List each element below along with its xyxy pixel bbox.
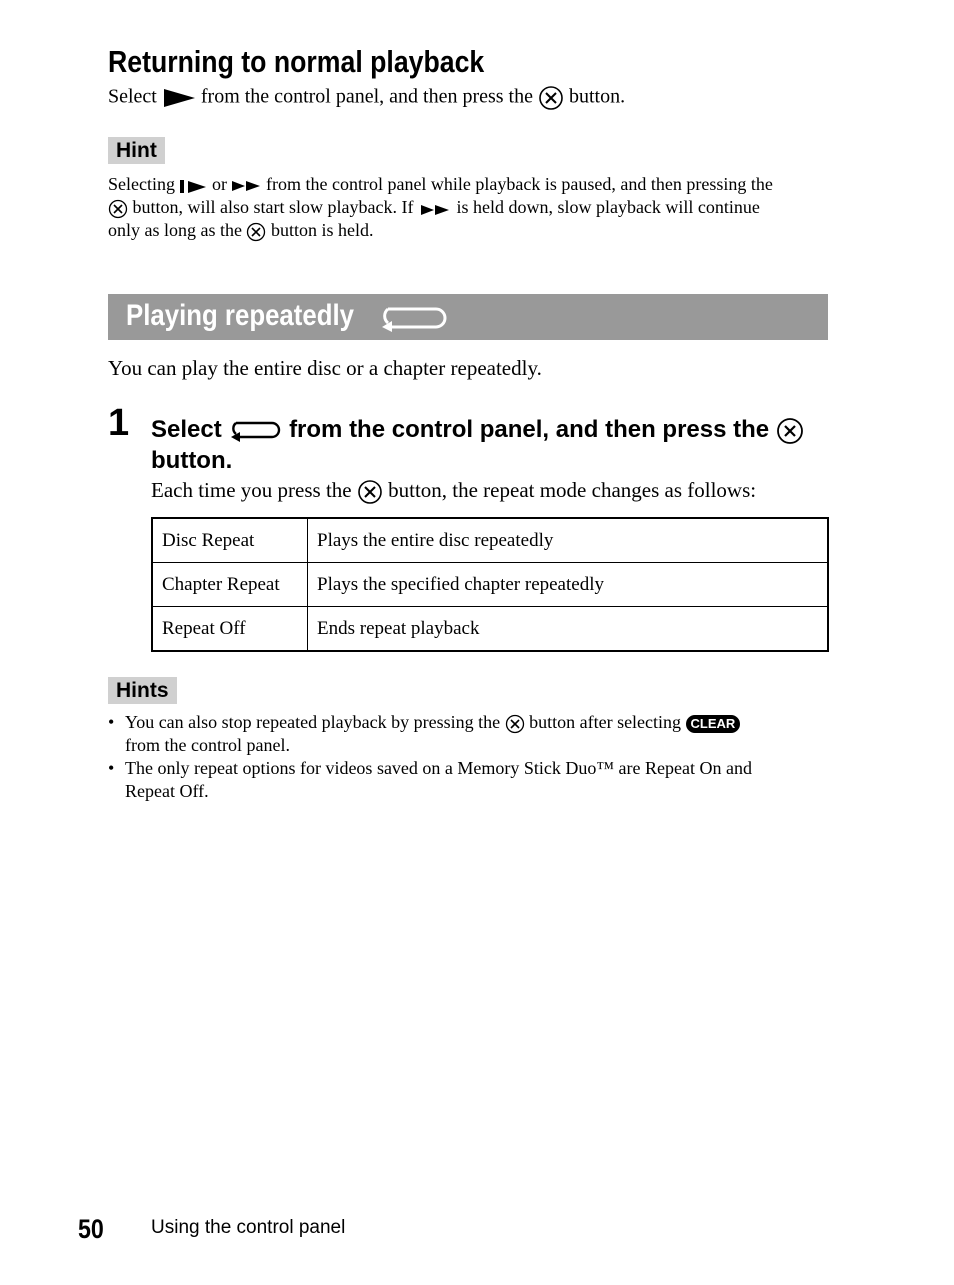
normal-playback-instruction xyxy=(108,85,625,111)
hint-text-4: button, will also start slow playback. If xyxy=(132,197,414,217)
repeat-mode-cell: Disc Repeat xyxy=(152,518,308,563)
clear-badge: CLEAR xyxy=(686,715,741,733)
section-banner-playing-repeatedly xyxy=(108,294,828,340)
repeat-description-cell: Plays the entire disc repeatedly xyxy=(308,518,829,563)
list-item xyxy=(108,757,828,803)
hint-item1-text-1: You can also stop repeated playback by pressing the xyxy=(125,712,501,732)
step-desc-text-2: button, the repeat mode changes as follows: xyxy=(388,478,757,502)
repeat-mode-cell: Chapter Repeat xyxy=(152,563,308,607)
hint-text-2: or xyxy=(211,174,227,194)
table-row xyxy=(152,518,828,563)
hint-paragraph xyxy=(108,173,828,242)
fast-forward-icon xyxy=(418,202,452,216)
table-row xyxy=(152,607,828,652)
frame-advance-icon xyxy=(179,178,207,194)
hints-label: Hints xyxy=(108,677,177,704)
hint-text-3: from the control panel while playback is paused, and then pressing the xyxy=(265,174,773,194)
hint-text-5: is held down, slow playback will continue xyxy=(456,197,760,217)
instruction-text-3: button. xyxy=(569,85,626,108)
step-title-text-1: Select xyxy=(151,416,222,443)
banner-title: Playing repeatedly xyxy=(126,299,354,332)
hint-text-7: button is held. xyxy=(270,220,374,240)
cross-button-icon xyxy=(108,199,128,219)
repeat-mode-cell: Repeat Off xyxy=(152,607,308,652)
play-icon xyxy=(162,88,196,108)
page-number: 50 xyxy=(78,1214,104,1244)
cross-button-icon xyxy=(246,222,266,242)
step-title-text-2: from the control panel, and then press the xyxy=(289,416,770,443)
hint-item1-text-3: from the control panel. xyxy=(125,735,290,755)
list-item xyxy=(108,711,828,757)
hint-label: Hint xyxy=(108,137,165,164)
cross-button-icon xyxy=(357,479,383,505)
step-title-text-3: button. xyxy=(151,447,233,474)
repeat-description-cell: Ends repeat playback xyxy=(308,607,829,652)
cross-button-icon xyxy=(538,85,564,111)
step-description xyxy=(151,478,756,505)
instruction-text-2: from the control panel, and then press the xyxy=(200,85,533,108)
table-row xyxy=(152,563,828,607)
repeat-icon xyxy=(378,305,450,333)
hint-item2-line2: Repeat Off. xyxy=(125,781,209,801)
repeat-icon xyxy=(228,419,282,443)
hints-list xyxy=(108,711,828,803)
cross-button-icon xyxy=(776,417,804,445)
repeat-mode-table xyxy=(151,517,829,652)
hint-text-1: Selecting xyxy=(108,174,175,194)
footer-section-name: Using the control panel xyxy=(151,1217,346,1238)
step-number: 1 xyxy=(108,402,130,444)
instruction-text-1: Select xyxy=(108,85,157,108)
cross-button-icon xyxy=(505,714,525,734)
hint-text-6: only as long as the xyxy=(108,220,242,240)
step-title xyxy=(151,414,804,476)
section-heading-normal-playback: Returning to normal playback xyxy=(108,44,485,79)
step-desc-text-1: Each time you press the xyxy=(151,478,352,502)
fast-forward-icon xyxy=(231,179,261,193)
repeat-description-cell: Plays the specified chapter repeatedly xyxy=(308,563,829,607)
hint-item1-text-2: button after selecting xyxy=(529,712,682,732)
hint-item2-line1: • The only repeat options for videos saved on a Memory Stick Duo™ are Repeat On and xyxy=(125,758,752,778)
section-intro: You can play the entire disc or a chapter repeatedly. xyxy=(108,356,542,380)
